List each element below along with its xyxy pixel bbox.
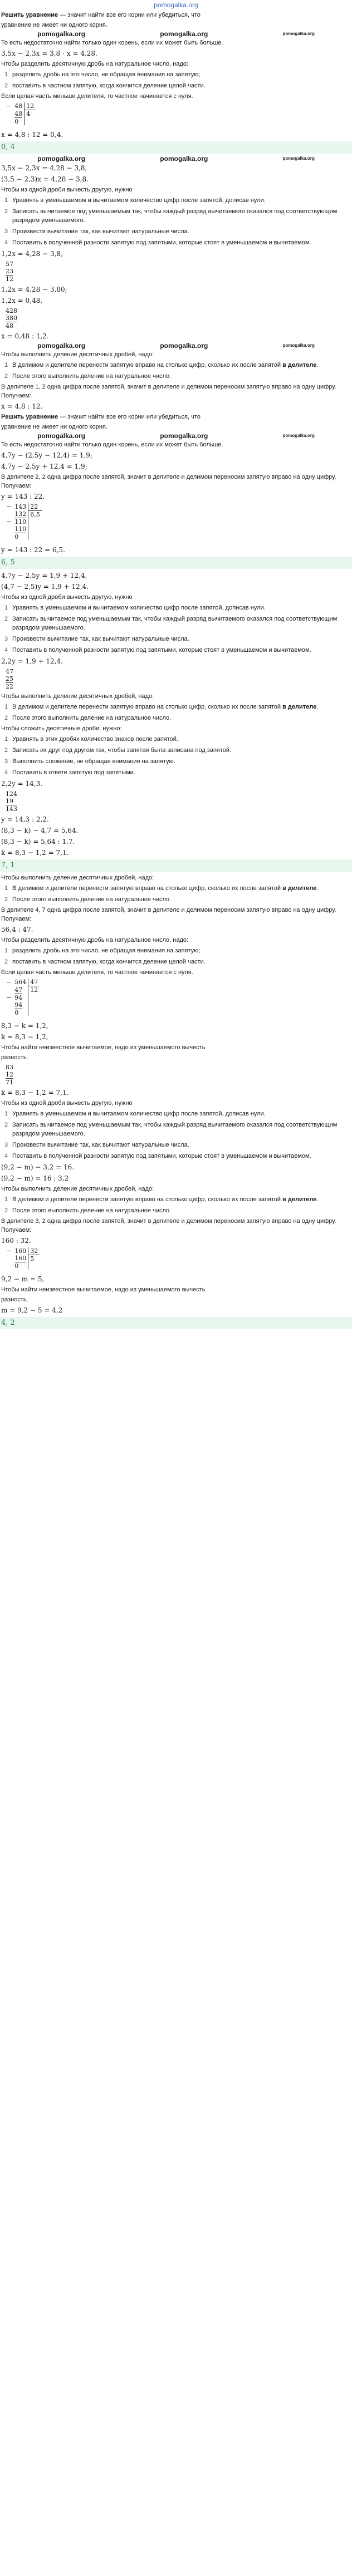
step-item: 3 Выполнить сложение, не обращая внимания на запятую.	[4, 758, 175, 765]
text-line: Чтобы выполнить деление десятичных дробей, надо:	[1, 1185, 154, 1192]
step-item: 1 Уравнять в этих дробях количество знаков после запятой.	[4, 736, 178, 743]
text-line: В делителе 3, 2 одна цифра после запятой, значит в делителе и делимом переносим запятую вправо на одну цифру. Получаем:	[1, 1217, 336, 1233]
step-item: 1 разделить дробь на это число, не обращая внимания на запятую;	[0, 69, 352, 80]
watermark-row	[0, 342, 352, 350]
step-item: 1 разделить дробь на это число, не обращая внимания на запятую;	[4, 947, 201, 954]
watermark: pomogalka.org	[282, 155, 315, 161]
text-line: Чтобы разделить десятичную дробь на натуральное число, надо:	[1, 61, 189, 67]
text-line: Чтобы сложить десятичные дроби, нужно:	[1, 725, 122, 732]
watermark-row	[0, 155, 352, 163]
text-line: В делителе 1, 2 одна цифра после запятой, значит в делителе и делимом переносим запятую вправо на одну цифру. Получаем:	[1, 383, 336, 399]
step-text: Поставить в полученной разности запятую под запятыми, которые стоят в уменьшаемом и вычитаемом.	[12, 647, 311, 653]
watermark-row	[0, 432, 352, 440]
long-division: − 143 22 132 6,5 − 110 110 0	[4, 503, 42, 541]
column-subtraction: 47 25 22	[6, 668, 13, 690]
equation: 2,2y = 14,3.	[1, 780, 43, 788]
answer-bar: 4, 2	[0, 1317, 352, 1329]
equation: (9,2 − m) − 3,2 = 16.	[1, 1163, 75, 1171]
equation: 4,7y − 2,5y + 12,4 = 1,9;	[1, 462, 87, 470]
long-division: − 48 12 48 4 0	[4, 102, 36, 125]
answer-bar: 6, 5	[0, 557, 352, 569]
site-header[interactable]: pomogalka.org	[154, 1, 198, 9]
intro-title: Решить уравнение	[1, 12, 58, 18]
text-line: Чтобы найти неизвестное вычитаемое, надо из уменьшаемого вычесть	[1, 1286, 206, 1293]
watermark: pomogalka.org	[160, 341, 208, 350]
content	[0, 10, 352, 1329]
step-item: 1 Уравнять в уменьшаемом и вычитаемом количество цифр после запятой, дописав нули.	[0, 602, 352, 613]
equation: 4,7y − 2,5y = 1,9 + 12,4,	[1, 572, 87, 579]
equation: (9,2 − m) = 16 : 3,2	[1, 1174, 69, 1182]
step-emphasis: в делителе	[282, 361, 317, 368]
intro-line	[0, 10, 352, 20]
step-item: 3 Произвести вычитание так, как вычитают натуральные числа.	[0, 633, 352, 645]
equation: 8,3 − k = 1,2,	[1, 1021, 48, 1030]
step-item: 3 Произвести вычитание так, как вычитают натуральные числа.	[0, 226, 352, 237]
step-item: 1 Уравнять в уменьшаемом и вычитаемом количество цифр после запятой, дописав нули.	[0, 195, 352, 206]
equation: y = 143 : 22.	[1, 492, 45, 500]
watermark: pomogalka.org	[160, 431, 208, 440]
step-text: Поставить в полученной разности запятую под запятыми, которые стоят в уменьшаемом и вычитаемом.	[12, 239, 311, 246]
text-line: разность.	[1, 1054, 28, 1061]
step-item: 2 После этого выполнить деление на натуральное число.	[4, 1207, 172, 1214]
step-text: Записать вычитаемое под уменьшаемым так, чтобы каждый разряд вычитаемого оказался под соответствующим разрядом уменьшаемого.	[12, 616, 338, 631]
intro-line-2: уравнение не имеет ни одного корня.	[1, 423, 107, 430]
watermark: pomogalka.org	[37, 341, 86, 350]
text-line: Чтобы разделить десятичную дробь на натуральное число, надо:	[1, 937, 189, 943]
result-equation: x = 4,8 : 12 = 0,4.	[1, 130, 63, 139]
column-addition: 124 19 143	[6, 790, 17, 813]
step-text: В делимом и делителе перенести запятую вправо на столько цифр, сколько их после запятой	[12, 361, 281, 368]
answer-bar: 0, 4	[0, 141, 352, 154]
text-line: В делителе 4, 7 одна цифра после запятой, значит в делителе и делимом переносим запятую вправо на одну цифру. Получаем:	[1, 907, 336, 922]
intro-text-1: — значит найти все его корни или убедиться, что	[58, 12, 201, 18]
watermark: pomogalka.org	[160, 154, 208, 163]
text-line: То есть недостаточно найти только один корень, если их может быть больше.	[1, 40, 223, 46]
step-item: 1 В делимом и делителе перенести запятую вправо на столько цифр, сколько их после запятой в делителе.	[4, 704, 319, 710]
equation: (8,3 − k) − 4,7 = 5,64.	[1, 827, 79, 834]
equation: 3,5x − 2,3x = 3,8 ⋅ x = 4,28.	[1, 50, 97, 57]
step-item: 2 Записать вычитаемое под уменьшаемым так, чтобы каждый разряд вычитаемого оказался под соответствующим разрядом уменьшаемого.	[4, 1121, 338, 1137]
step-item: 3 Произвести вычитание так, как вычитают натуральные числа.	[4, 1141, 189, 1148]
result-equation: y = 143 : 22 = 6,5.	[1, 546, 65, 554]
text-line: Чтобы из одной дроби вычесть другую, нужно	[1, 1099, 133, 1107]
intro-line: Решить уравнение — значит найти все его корни или убедиться, что	[1, 413, 201, 420]
step-text: Произвести вычитание так, как вычитают натуральные числа.	[12, 636, 189, 642]
equation: m = 9,2 − 5 = 4,2	[1, 1306, 63, 1314]
step-item: 1 Уравнять в уменьшаемом и вычитаемом количество цифр после запятой, дописав нули.	[4, 1110, 266, 1117]
text-line: В делителе 2, 2 одна цифра после запятой, значит в делителе и делимом переносим запятую вправо на одну цифру. Получаем:	[1, 473, 336, 489]
step-item: 2 Записать вычитаемое под уменьшаемым так, чтобы каждый разряд вычитаемого оказался под соответствующим разрядом уменьшаемого.	[0, 206, 352, 226]
text-line: Чтобы из одной дроби вычесть другую, нужно	[1, 594, 133, 601]
text-line: разность.	[1, 1296, 28, 1303]
step-item: 2 Записать их друг под другом так, чтобы запятая была записана под запятой.	[4, 747, 232, 754]
result-equation: x = 0,48 : 1,2.	[1, 332, 49, 340]
step-item: 1 В делимом и делителе перенести запятую вправо на столько цифр, сколько их после запятой в делителе.	[4, 1196, 319, 1203]
step-item: 4 Поставить в полученной разности запятую под запятыми, которые стоят в уменьшаемом и вычитаемом.	[4, 1152, 311, 1159]
watermark: pomogalka.org	[160, 30, 208, 38]
equation: 2,2y = 1,9 + 12,4.	[1, 657, 63, 665]
equation: k = 8,3 − 1,2 = 7,1.	[1, 1088, 69, 1097]
answer-bar: 7, 1	[0, 859, 352, 872]
watermark: pomogalka.org	[282, 342, 315, 348]
equation: (4,7 − 2,5)y = 1,9 + 12,4.	[1, 583, 89, 591]
watermark: pomogalka.org	[282, 31, 315, 36]
column-subtraction: 83 12 71	[6, 1063, 13, 1086]
step-item: 1 В делимом и делителе перенести запятую вправо на столько цифр, сколько их после запятой в делителе.	[4, 361, 319, 368]
equation: k = 8,3 − 1,2,	[1, 1033, 48, 1041]
watermark: pomogalka.org	[37, 431, 86, 440]
text-line: Чтобы из одной дроби вычесть другую, нужно	[1, 186, 133, 193]
step-text: Уравнять в уменьшаемом и вычитаемом количество цифр после запятой, дописав нули.	[12, 604, 266, 611]
step-item: 2 поставить в частном запятую, когда кончится деление целой части.	[0, 80, 352, 91]
equation: k = 8,3 − 1,2 = 7,1.	[1, 849, 69, 857]
step-text: После этого выполнить деление на натуральное число.	[12, 372, 172, 380]
step-item: 2 После этого выполнить деление на натуральное число.	[4, 715, 172, 721]
step-item: 2 поставить в частном запятую, когда кончится деление целой части.	[4, 958, 206, 965]
step-text: разделить дробь на это число, не обращая внимания на запятую;	[12, 71, 201, 78]
step-text: поставить в частном запятую, когда кончится деление целой части.	[12, 82, 206, 89]
equation: 4,7y − (2,5y − 12,4) = 1,9;	[1, 451, 92, 459]
watermark-row	[0, 30, 352, 38]
column-subtraction: 57 23 12	[6, 260, 13, 283]
equation: 56,4 : 47.	[1, 926, 33, 933]
long-division: − 160 32 160 5 0	[4, 1247, 40, 1270]
equation: 9,2 − m = 5,	[1, 1275, 45, 1283]
watermark: pomogalka.org	[282, 432, 315, 438]
equation: 1,2x = 0,48,	[1, 296, 43, 304]
step-item: 2 После этого выполнить деление на натуральное число.	[4, 896, 172, 903]
equation: y = 14,3 : 2,2.	[1, 815, 49, 823]
intro-line-2: уравнение не имеет ни одного корня.	[1, 22, 107, 28]
step-text: Уравнять в уменьшаемом и вычитаемом количество цифр после запятой, дописав нули.	[12, 196, 266, 204]
watermark: pomogalka.org	[37, 30, 86, 38]
equation: (3,5 − 2,3)x = 4,28 − 3,8.	[1, 175, 89, 183]
step-item: 4 Поставить в полученной разности запятую под запятыми, которые стоят в уменьшаемом и вычитаемом.	[0, 645, 352, 656]
step-item: 4 Поставить в полученной разности запятую под запятыми, которые стоят в уменьшаемом и вычитаемом.	[0, 237, 352, 248]
step-item: 4 Поставить в ответе запятую под запятыми.	[4, 769, 135, 776]
column-subtraction: 428 380 48	[6, 307, 17, 330]
equation: x = 4,8 : 12.	[1, 402, 43, 410]
text-line: Чтобы выполнить деление десятичных дробей, надо:	[1, 351, 154, 358]
long-division: − 564 47 47 12 − 94 94 0	[4, 979, 40, 1016]
step-text: Записать вычитаемое под уменьшаемым так, чтобы каждый разряд вычитаемого оказался под соответствующим разрядом уменьшаемого.	[12, 208, 338, 224]
text-line: Чтобы выполнить деление десятичных дробей, надо:	[1, 693, 154, 700]
text-line: Если целая часть меньше делителя, то частное начинается с нуля.	[1, 969, 193, 976]
step-item: 1 В делимом и делителе перенести запятую вправо на столько цифр, сколько их после запятой в делителе.	[4, 885, 319, 892]
equation: 160 : 32.	[1, 1236, 31, 1245]
step-text: Произвести вычитание так, как вычитают натуральные числа.	[12, 228, 189, 235]
equation: 1,2x = 4,28 − 3,8,	[1, 249, 63, 258]
text-line: То есть недостаточно найти только один корень, если их может быть больше.	[1, 441, 223, 448]
watermark: pomogalka.org	[37, 154, 86, 163]
text-line: Чтобы выполнить деление десятичных дробей, надо:	[1, 874, 154, 881]
equation: (8,3 − k) = 5,64 : 1,7.	[1, 838, 75, 845]
text-line: Если целая часть меньше делителя, то частное начинается с нуля.	[1, 93, 193, 100]
equation: 3,5x − 2,3x = 4,28 − 3,8,	[1, 164, 87, 172]
text-line: Чтобы найти неизвестное вычитаемое, надо из уменьшаемого вычесть	[1, 1044, 206, 1051]
step-item: 2 После этого выполнить деление на натуральное число.	[0, 371, 352, 382]
equation: 1,2x = 4,28 − 3,80;	[1, 285, 67, 293]
step-item: 2 Записать вычитаемое под уменьшаемым так, чтобы каждый разряд вычитаемого оказался под соответствующим разрядом уменьшаемого.	[0, 613, 352, 633]
